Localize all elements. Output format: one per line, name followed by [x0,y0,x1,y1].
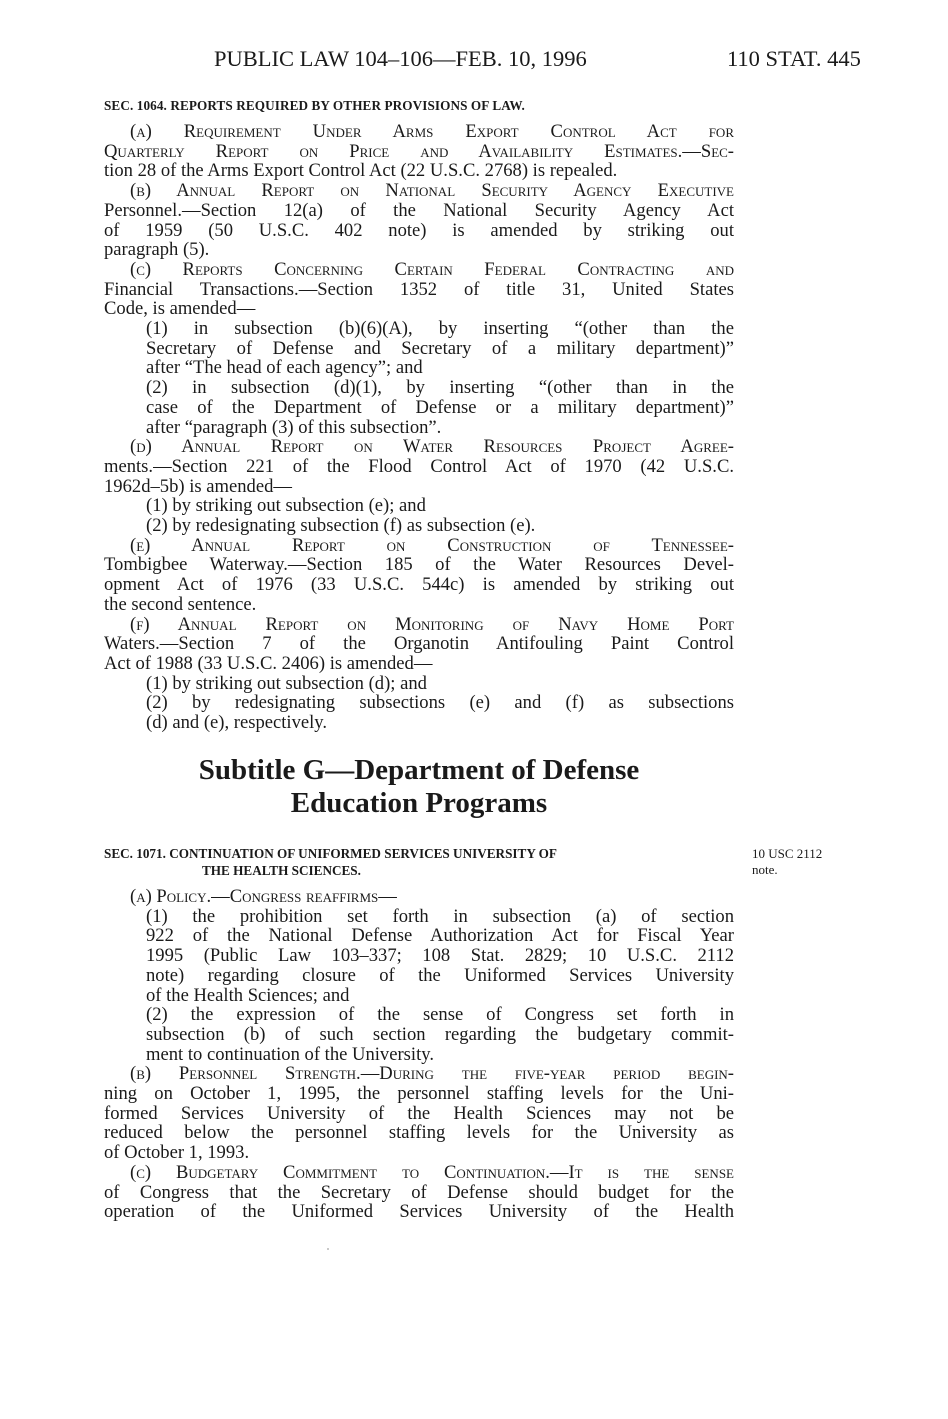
paragraph-line: (1) by striking out subsection (d); and [146,672,427,694]
subsection-c-line: (c) Reports Concerning Certain Federal Contracting and [130,258,734,280]
paragraph-line: (2) in subsection (d)(1), by inserting “(other than in the [146,377,734,399]
margin-note-line: note. [752,862,778,877]
subsection-c-line: operation of the Uniformed Services University of the Health [104,1201,734,1223]
paragraph-line: (1) the prohibition set forth in subsection (a) of section [146,905,734,927]
paragraph-line: (2) the expression of the sense of Congress set forth in [146,1004,734,1026]
paragraph-line: after “The head of each agency”; and [146,357,423,379]
paragraph-line: 1995 (Public Law 103–337; 108 Stat. 2829; 10 U.S.C. 2112 [146,945,734,967]
margin-note [752,846,872,878]
subsection-b-line: paragraph (5). [104,239,210,261]
paragraph-line: (1) by striking out subsection (e); and [146,495,426,517]
header-title: PUBLIC LAW 104–106—FEB. 10, 1996 [214,46,587,71]
stat-page-number: 110 STAT. 445 [727,46,861,71]
subtitle-heading [104,754,734,820]
paragraph-line: Secretary of Defense and Secretary of a military department)” [146,337,734,359]
paragraph-line: after “paragraph (3) of this subsection”. [146,416,442,438]
section-heading-line: SEC. 1071. CONTINUATION OF UNIFORMED SERVICES UNIVERSITY OF [104,846,557,861]
page-header [0,46,948,76]
subsection-e-line: opment Act of 1976 (33 U.S.C. 544c) is amended by striking out [104,574,734,596]
paragraph-line: (2) by redesignating subsection (f) as subsection (e). [146,515,536,537]
paragraph-line: note) regarding closure of the Uniformed Services University [146,964,734,986]
paragraph-line: (2) by redesignating subsections (e) and (f) as subsections [146,692,734,714]
subsection-b-line: (b) Personnel Strength.—During the five-year period begin- [130,1063,734,1085]
section-1071-heading [104,845,734,879]
subsection-a-line: (a) Policy.—Congress reaffirms— [130,886,397,907]
subtitle-line: Subtitle G—Department of Defense [198,754,640,786]
subsection-f-line: Act of 1988 (33 U.S.C. 2406) is amended— [104,652,433,674]
subsection-e-line: (e) Annual Report on Construction of Tennessee- [130,534,734,556]
paragraph-line: ment to continuation of the University. [146,1043,434,1065]
subsection-a-line: tion 28 of the Arms Export Control Act (22 U.S.C. 2768) is repealed. [104,160,618,182]
subsection-e-line: Tombigbee Waterway.—Section 185 of the Water Resources Devel- [104,554,734,576]
subsection-a-line: (a) Requirement Under Arms Export Control Act for [130,121,734,142]
subsection-c-line: (c) Budgetary Commitment to Continuation.—It is the sense [130,1161,734,1183]
paragraph-line: (d) and (e), respectively. [146,712,328,734]
subsection-f-line: (f) Annual Report on Monitoring of Navy Home Port [130,613,734,635]
subsection-d-line: (d) Annual Report on Water Resources Project Agree- [130,436,734,458]
scan-speck [327,1248,329,1250]
subsection-c-line: Code, is amended— [104,298,256,320]
paragraph-line: of the Health Sciences; and [146,984,350,1006]
subsection-b-line: ning on October 1, 1995, the personnel staffing levels for the Uni- [104,1083,734,1105]
subsection-d-line: 1962d–5b) is amended— [104,475,292,497]
subsection-e-line: the second sentence. [104,593,257,615]
subsection-c-line: of Congress that the Secretary of Defense should budget for the [104,1181,734,1203]
section-1071-body [104,887,734,1222]
subsection-b-line: formed Services University of the Health Sciences may not be [104,1102,734,1124]
margin-note-line: 10 USC 2112 [752,846,823,861]
paragraph-line: subsection (b) of such section regarding the budgetary commit- [146,1023,734,1045]
subsection-b-line: reduced below the personnel staffing levels for the University as [104,1122,734,1144]
paragraph-line: 922 of the National Defense Authorization Act for Fiscal Year [146,925,734,947]
section-heading-line: THE HEALTH SCIENCES. [202,863,361,878]
subsection-c-line: Financial Transactions.—Section 1352 of title 31, United States [104,278,734,300]
subsection-b-line: of 1959 (50 U.S.C. 402 note) is amended by striking out [104,219,734,241]
paragraph-line: case of the Department of Defense or a military department)” [146,396,734,418]
paragraph-line: (1) in subsection (b)(6)(A), by inserting “(other than the [146,318,734,340]
section-heading: SEC. 1064. REPORTS REQUIRED BY OTHER PROVISIONS OF LAW. [104,98,525,113]
subsection-b-line: (b) Annual Report on National Security Agency Executive [130,180,734,202]
subsection-d-line: ments.—Section 221 of the Flood Control Act of 1970 (42 U.S.C. [104,455,734,477]
subsection-a-line: Quarterly Report on Price and Availability Estimates.—Sec- [104,140,734,162]
subsection-b-line: of October 1, 1993. [104,1142,250,1164]
section-1064 [104,97,734,733]
subsection-f-line: Waters.—Section 7 of the Organotin Antifouling Paint Control [104,633,734,655]
subtitle-line: Education Programs [290,787,548,819]
subsection-b-line: Personnel.—Section 12(a) of the National Security Agency Act [104,199,734,221]
